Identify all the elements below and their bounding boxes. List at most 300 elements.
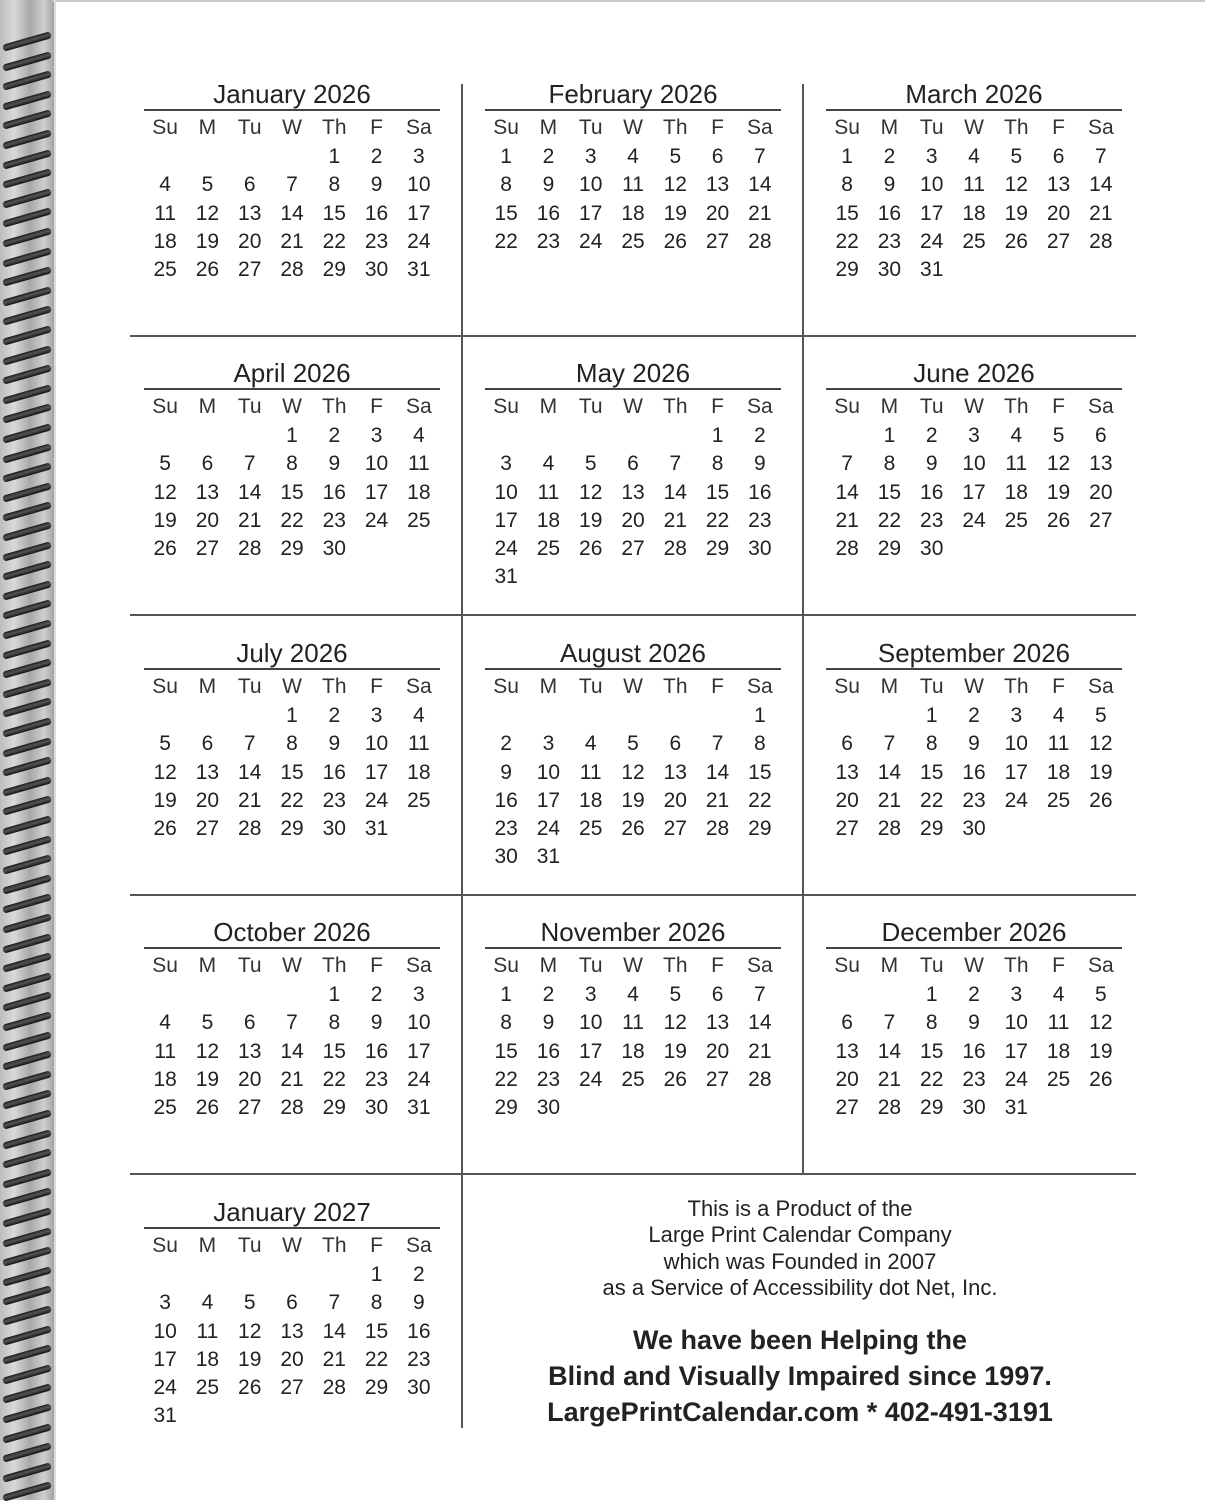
day-cell: 21 bbox=[748, 201, 772, 225]
week-row bbox=[144, 507, 440, 535]
day-cell: 8 bbox=[286, 452, 298, 476]
day-cell: 12 bbox=[195, 1039, 220, 1063]
day-cell: 11 bbox=[154, 201, 177, 225]
day-cell: 2 bbox=[500, 732, 512, 756]
binding-coil bbox=[2, 580, 52, 601]
day-cell: 1 bbox=[883, 424, 896, 447]
month-calendar bbox=[144, 79, 440, 284]
day-cell: 1 bbox=[370, 1263, 383, 1286]
day-cell: 29 bbox=[835, 258, 859, 282]
day-cell: 13 bbox=[1089, 452, 1113, 476]
day-cell: 30 bbox=[962, 1096, 986, 1120]
day-cell: 9 bbox=[925, 452, 938, 476]
day-cell: 10 bbox=[407, 1011, 431, 1035]
month-calendar bbox=[485, 79, 781, 256]
day-cell: 24 bbox=[364, 788, 389, 812]
day-cell: 6 bbox=[201, 732, 214, 756]
day-cell: 30 bbox=[407, 1376, 431, 1400]
week-row bbox=[826, 422, 1122, 450]
weekday-header: Sa bbox=[747, 116, 773, 139]
grid-divider bbox=[461, 84, 463, 1428]
binding-coil bbox=[2, 1109, 52, 1130]
day-cell bbox=[186, 981, 228, 1009]
week-row bbox=[144, 228, 440, 256]
day-cell: 3 bbox=[500, 452, 512, 476]
day-cell: 19 bbox=[621, 788, 645, 812]
week-row bbox=[826, 730, 1122, 758]
day-cell bbox=[271, 143, 313, 171]
day-cell: 29 bbox=[920, 817, 944, 841]
day-cell: 19 bbox=[1046, 480, 1071, 504]
day-cell: 27 bbox=[835, 817, 859, 841]
day-cell: 23 bbox=[920, 508, 944, 532]
day-cell: 8 bbox=[328, 173, 341, 197]
day-cell: 30 bbox=[920, 537, 944, 561]
month-title: January 2026 bbox=[144, 79, 440, 111]
weekday-header: Tu bbox=[919, 954, 944, 977]
day-cell: 25 bbox=[407, 508, 431, 532]
day-cell: 9 bbox=[500, 760, 512, 784]
day-cell: 13 bbox=[1046, 173, 1071, 197]
binding-coil bbox=[2, 521, 52, 542]
binding-coil bbox=[2, 70, 52, 91]
day-cell: 8 bbox=[370, 1291, 383, 1315]
week-row bbox=[144, 1289, 440, 1317]
day-cell: 12 bbox=[1089, 1011, 1113, 1035]
week-row bbox=[485, 563, 781, 591]
day-cell: 28 bbox=[238, 817, 262, 841]
day-cell: 7 bbox=[328, 1291, 341, 1315]
spiral-binding bbox=[0, 0, 56, 1500]
weekday-header-row bbox=[826, 951, 1122, 981]
day-cell bbox=[826, 981, 868, 1009]
day-cell: 10 bbox=[962, 452, 986, 476]
day-cell: 23 bbox=[364, 1067, 389, 1091]
binding-coil bbox=[2, 698, 52, 719]
binding-coil bbox=[2, 992, 52, 1013]
day-cell: 25 bbox=[579, 817, 603, 841]
day-cell: 24 bbox=[1004, 788, 1028, 812]
week-row bbox=[826, 171, 1122, 199]
day-cell: 31 bbox=[153, 1404, 177, 1428]
day-cell: 6 bbox=[243, 1011, 256, 1035]
day-cell: 9 bbox=[328, 732, 341, 756]
day-cell: 7 bbox=[669, 452, 682, 476]
day-cell: 3 bbox=[584, 145, 597, 168]
weekday-header-row bbox=[826, 672, 1122, 702]
day-cell: 2 bbox=[542, 983, 555, 1006]
company-description bbox=[465, 1196, 1135, 1302]
day-cell: 21 bbox=[280, 1067, 304, 1091]
day-cell bbox=[612, 1094, 654, 1122]
day-cell: 25 bbox=[407, 788, 431, 812]
day-cell bbox=[144, 422, 186, 450]
day-cell: 26 bbox=[663, 1067, 687, 1091]
day-cell: 25 bbox=[1004, 508, 1028, 532]
day-cell: 23 bbox=[962, 788, 986, 812]
day-cell: 4 bbox=[413, 424, 425, 447]
day-cell: 31 bbox=[536, 845, 561, 869]
binding-coil bbox=[2, 815, 52, 836]
day-cell: 8 bbox=[754, 732, 766, 756]
binding-coil bbox=[2, 639, 52, 660]
weekday-header: Tu bbox=[578, 675, 603, 698]
month-calendar bbox=[485, 638, 781, 872]
day-cell bbox=[1080, 535, 1122, 563]
day-cell: 10 bbox=[153, 1319, 177, 1343]
day-cell bbox=[485, 702, 527, 730]
weekday-header: Th bbox=[663, 116, 688, 139]
day-cell: 11 bbox=[407, 452, 430, 476]
day-cell: 25 bbox=[153, 258, 177, 282]
day-cell: 7 bbox=[883, 732, 896, 756]
week-row bbox=[144, 1318, 440, 1346]
day-cell: 26 bbox=[195, 258, 220, 282]
day-cell: 31 bbox=[407, 1096, 431, 1120]
binding-coil bbox=[2, 443, 52, 464]
day-cell: 24 bbox=[962, 508, 986, 532]
weekday-header: F bbox=[711, 395, 724, 418]
day-cell: 19 bbox=[238, 1347, 262, 1371]
binding-coil bbox=[2, 345, 52, 366]
day-cell: 16 bbox=[536, 1039, 561, 1063]
day-cell: 20 bbox=[621, 508, 645, 532]
day-cell: 30 bbox=[364, 258, 389, 282]
day-cell: 12 bbox=[153, 760, 177, 784]
mission-line: We have been Helping the bbox=[632, 1324, 968, 1355]
week-row bbox=[144, 1009, 440, 1037]
month-calendar bbox=[826, 917, 1122, 1122]
weekday-header: W bbox=[282, 395, 302, 418]
day-cell: 18 bbox=[1046, 760, 1071, 784]
weekday-header: M bbox=[880, 675, 899, 698]
day-cell bbox=[229, 143, 271, 171]
day-cell: 5 bbox=[1095, 983, 1107, 1006]
week-row bbox=[144, 256, 440, 284]
weekday-header-row bbox=[144, 113, 440, 143]
grid-divider bbox=[130, 894, 1136, 896]
day-cell bbox=[570, 1094, 612, 1122]
week-row bbox=[826, 1009, 1122, 1037]
week-row bbox=[826, 228, 1122, 256]
day-cell bbox=[696, 563, 738, 591]
day-cell: 12 bbox=[1089, 732, 1113, 756]
day-cell: 12 bbox=[153, 480, 177, 504]
binding-coil bbox=[2, 502, 52, 523]
day-cell: 7 bbox=[711, 732, 724, 756]
week-row bbox=[826, 143, 1122, 171]
day-cell: 15 bbox=[280, 480, 304, 504]
binding-coil bbox=[2, 306, 52, 327]
week-row bbox=[485, 815, 781, 843]
binding-coil bbox=[2, 1423, 52, 1444]
weekday-header: Sa bbox=[1088, 116, 1114, 139]
day-cell: 17 bbox=[364, 760, 389, 784]
day-cell: 9 bbox=[370, 173, 383, 197]
weekday-header: Tu bbox=[237, 395, 262, 418]
day-cell: 27 bbox=[1089, 508, 1113, 532]
weekday-header: Su bbox=[834, 395, 860, 418]
month-calendar bbox=[485, 358, 781, 592]
day-cell: 17 bbox=[579, 201, 603, 225]
day-cell: 3 bbox=[1010, 983, 1023, 1006]
week-row bbox=[144, 1066, 440, 1094]
weekday-header-row bbox=[144, 672, 440, 702]
month-calendar bbox=[826, 358, 1122, 563]
day-cell: 4 bbox=[1052, 983, 1065, 1006]
day-cell: 10 bbox=[579, 1011, 603, 1035]
weekday-header: F bbox=[370, 1234, 383, 1257]
day-cell: 5 bbox=[243, 1291, 256, 1315]
week-row bbox=[485, 1009, 781, 1037]
binding-coil bbox=[2, 149, 52, 170]
day-cell: 26 bbox=[195, 1096, 220, 1120]
day-cell: 16 bbox=[920, 480, 944, 504]
week-row bbox=[144, 702, 440, 730]
day-cell: 27 bbox=[238, 258, 262, 282]
day-cell: 2 bbox=[413, 1263, 425, 1286]
weekday-header: W bbox=[623, 116, 643, 139]
day-cell: 15 bbox=[705, 480, 730, 504]
day-cell: 8 bbox=[500, 173, 512, 197]
weekday-header: W bbox=[964, 395, 984, 418]
day-cell: 2 bbox=[542, 145, 555, 168]
day-cell: 29 bbox=[322, 258, 346, 282]
binding-coil bbox=[2, 1384, 52, 1405]
week-row bbox=[485, 787, 781, 815]
day-cell: 22 bbox=[322, 1067, 346, 1091]
day-cell bbox=[739, 563, 781, 591]
day-cell: 6 bbox=[627, 452, 639, 476]
week-row bbox=[826, 1094, 1122, 1122]
day-cell: 29 bbox=[280, 537, 304, 561]
binding-coil bbox=[2, 1188, 52, 1209]
day-cell: 17 bbox=[153, 1347, 177, 1371]
day-cell: 29 bbox=[364, 1376, 389, 1400]
binding-coil bbox=[2, 1129, 52, 1150]
day-cell: 5 bbox=[159, 732, 171, 756]
week-row bbox=[144, 1374, 440, 1402]
week-row bbox=[485, 1066, 781, 1094]
week-row bbox=[144, 1094, 440, 1122]
weekday-header: M bbox=[880, 395, 899, 418]
day-cell bbox=[186, 143, 228, 171]
day-cell: 21 bbox=[877, 1067, 902, 1091]
binding-coil bbox=[2, 1148, 52, 1169]
weekday-header: M bbox=[198, 954, 217, 977]
binding-coil bbox=[2, 1442, 52, 1463]
day-cell: 13 bbox=[195, 760, 220, 784]
day-cell: 27 bbox=[621, 537, 645, 561]
day-cell: 7 bbox=[841, 452, 853, 476]
weekday-header: F bbox=[370, 116, 383, 139]
week-row bbox=[826, 1066, 1122, 1094]
day-cell: 14 bbox=[238, 760, 262, 784]
day-cell: 21 bbox=[663, 508, 687, 532]
day-cell: 5 bbox=[669, 983, 682, 1006]
day-cell: 12 bbox=[1004, 173, 1028, 197]
weekday-header: W bbox=[623, 675, 643, 698]
day-cell: 17 bbox=[920, 201, 944, 225]
day-cell: 1 bbox=[925, 704, 938, 727]
day-cell: 22 bbox=[494, 1067, 518, 1091]
day-cell: 2 bbox=[883, 145, 896, 168]
day-cell: 24 bbox=[153, 1376, 177, 1400]
day-cell: 28 bbox=[877, 1096, 902, 1120]
week-row bbox=[144, 450, 440, 478]
month-calendar bbox=[144, 638, 440, 843]
day-cell: 25 bbox=[153, 1096, 177, 1120]
day-cell: 9 bbox=[968, 1011, 980, 1035]
weekday-header: Su bbox=[493, 675, 519, 698]
day-cell bbox=[271, 981, 313, 1009]
binding-coil bbox=[2, 325, 52, 346]
day-cell: 23 bbox=[962, 1067, 986, 1091]
day-cell: 27 bbox=[705, 229, 730, 253]
day-cell bbox=[995, 256, 1037, 284]
day-cell: 15 bbox=[877, 480, 902, 504]
day-cell: 14 bbox=[280, 1039, 304, 1063]
weekday-header: M bbox=[880, 954, 899, 977]
weekday-header: Su bbox=[152, 954, 178, 977]
info-line: Large Print Calendar Company bbox=[648, 1222, 952, 1248]
day-cell: 13 bbox=[835, 760, 859, 784]
day-cell: 26 bbox=[1089, 1067, 1113, 1091]
day-cell: 2 bbox=[754, 424, 766, 447]
day-cell: 16 bbox=[748, 480, 772, 504]
weekday-header: Th bbox=[322, 675, 347, 698]
day-cell bbox=[313, 1402, 355, 1430]
day-cell: 11 bbox=[579, 760, 602, 784]
day-cell: 30 bbox=[748, 537, 772, 561]
month-title: November 2026 bbox=[485, 917, 781, 949]
binding-coil bbox=[2, 110, 52, 131]
weekday-header: Sa bbox=[406, 675, 432, 698]
weekday-header: Su bbox=[152, 1234, 178, 1257]
weekday-header-row bbox=[485, 672, 781, 702]
month-calendar bbox=[144, 358, 440, 563]
binding-coil bbox=[2, 482, 52, 503]
day-cell bbox=[953, 256, 995, 284]
info-line: which was Founded in 2007 bbox=[663, 1248, 937, 1274]
month-title: December 2026 bbox=[826, 917, 1122, 949]
week-row bbox=[144, 143, 440, 171]
binding-coil bbox=[2, 1227, 52, 1248]
weekday-header: Su bbox=[493, 395, 519, 418]
day-cell: 23 bbox=[494, 817, 518, 841]
day-cell: 30 bbox=[364, 1096, 389, 1120]
day-cell: 15 bbox=[280, 760, 304, 784]
weekday-header: Th bbox=[322, 395, 347, 418]
day-cell: 1 bbox=[500, 145, 512, 168]
week-row bbox=[144, 787, 440, 815]
day-cell: 9 bbox=[883, 173, 896, 197]
weekday-header: Su bbox=[834, 675, 860, 698]
day-cell: 4 bbox=[159, 1011, 171, 1035]
binding-coil bbox=[2, 678, 52, 699]
month-title: January 2027 bbox=[144, 1197, 440, 1229]
day-cell: 11 bbox=[622, 1011, 644, 1035]
binding-coil bbox=[2, 894, 52, 915]
week-row bbox=[485, 1038, 781, 1066]
day-cell: 12 bbox=[1046, 452, 1071, 476]
day-cell: 6 bbox=[841, 1011, 853, 1035]
weekday-header-row bbox=[144, 392, 440, 422]
mission-line: Blind and Visually Impaired since 1997. bbox=[548, 1360, 1052, 1391]
weekday-header: Th bbox=[663, 395, 688, 418]
week-row bbox=[144, 815, 440, 843]
day-cell bbox=[527, 702, 569, 730]
day-cell: 30 bbox=[494, 845, 518, 869]
day-cell bbox=[696, 1094, 738, 1122]
binding-coil bbox=[2, 854, 52, 875]
day-cell: 1 bbox=[286, 424, 298, 447]
weekday-header: F bbox=[370, 954, 383, 977]
week-row bbox=[485, 228, 781, 256]
day-cell: 25 bbox=[621, 229, 645, 253]
binding-coil bbox=[2, 384, 52, 405]
day-cell: 11 bbox=[407, 732, 430, 756]
day-cell: 5 bbox=[201, 173, 214, 197]
binding-coil bbox=[2, 1305, 52, 1326]
day-cell: 7 bbox=[286, 1011, 298, 1035]
day-cell: 22 bbox=[705, 508, 730, 532]
binding-coil bbox=[2, 1011, 52, 1032]
grid-divider bbox=[802, 84, 804, 1175]
weekday-header: W bbox=[964, 675, 984, 698]
day-cell: 21 bbox=[322, 1347, 346, 1371]
month-title: May 2026 bbox=[485, 358, 781, 390]
day-cell: 15 bbox=[920, 1039, 944, 1063]
binding-coil bbox=[2, 1462, 52, 1483]
day-cell: 20 bbox=[705, 201, 730, 225]
weekday-header: Su bbox=[834, 116, 860, 139]
day-cell: 2 bbox=[968, 983, 980, 1006]
day-cell: 28 bbox=[663, 537, 687, 561]
info-line: as a Service of Accessibility dot Net, Inc. bbox=[602, 1275, 998, 1301]
binding-coil bbox=[2, 1050, 52, 1071]
day-cell: 7 bbox=[243, 452, 256, 476]
day-cell: 22 bbox=[322, 229, 346, 253]
day-cell: 3 bbox=[542, 732, 555, 756]
week-row bbox=[144, 200, 440, 228]
weekday-header: M bbox=[198, 116, 217, 139]
day-cell: 26 bbox=[153, 817, 177, 841]
day-cell bbox=[355, 1402, 397, 1430]
day-cell: 23 bbox=[322, 508, 346, 532]
day-cell: 11 bbox=[1005, 452, 1028, 476]
weekday-header: F bbox=[1052, 395, 1065, 418]
week-row bbox=[826, 450, 1122, 478]
day-cell: 12 bbox=[663, 173, 687, 197]
week-row bbox=[826, 759, 1122, 787]
weekday-header: Tu bbox=[578, 116, 603, 139]
binding-coil bbox=[2, 796, 52, 817]
grid-divider bbox=[130, 614, 1136, 616]
day-cell: 26 bbox=[621, 817, 645, 841]
binding-coil bbox=[2, 247, 52, 268]
day-cell: 10 bbox=[364, 732, 389, 756]
day-cell: 5 bbox=[1052, 424, 1065, 447]
weekday-header: M bbox=[539, 954, 558, 977]
day-cell bbox=[144, 1261, 186, 1289]
binding-coil bbox=[2, 462, 52, 483]
day-cell: 8 bbox=[711, 452, 724, 476]
week-row bbox=[485, 535, 781, 563]
day-cell: 24 bbox=[494, 537, 518, 561]
day-cell: 21 bbox=[705, 788, 730, 812]
day-cell: 9 bbox=[542, 1011, 555, 1035]
